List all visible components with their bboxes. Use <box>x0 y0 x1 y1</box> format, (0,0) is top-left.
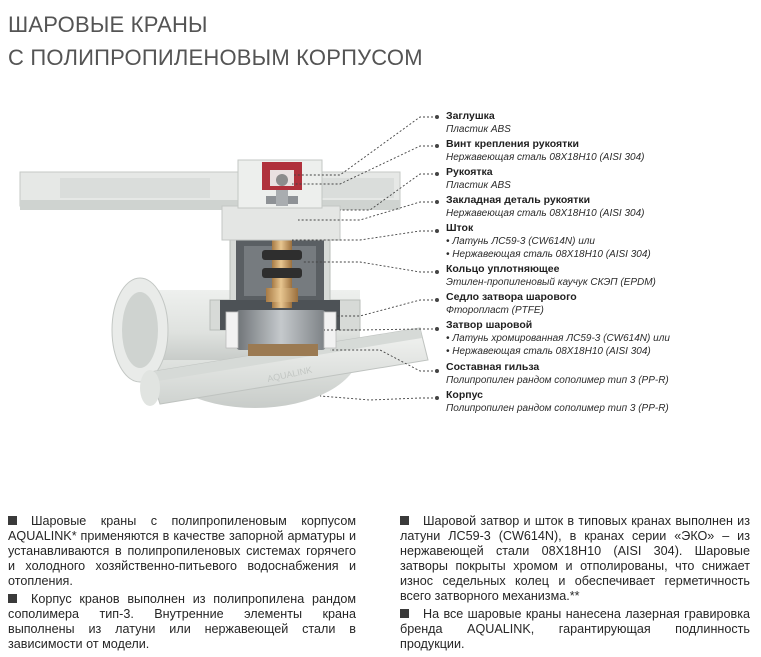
part-composite-sleeve: Составная гильза Полипропилен рандом сополимер тип 3 (PP-R) <box>446 361 669 386</box>
cap <box>262 162 302 190</box>
part-handle: Рукоятка Пластик ABS <box>446 166 511 191</box>
body-text-left <box>8 514 356 655</box>
page-title <box>8 8 423 74</box>
paragraph: Шаровые краны с полипропиленовым корпусом AQUALINK* применяются в качестве запорной арматуры и устанавливаются в полипропиленовых системах горячего и холодного хозяйственно-питьевого водоснабжения и отопления. <box>8 514 356 588</box>
paragraph: Корпус кранов выполнен из полипропилена рандом сополимера тип-3. Внутренние элементы крана выполнены из латуни или нержавеющей стали в зависимости от модели. <box>8 592 356 651</box>
paragraph: Шаровой затвор и шток в типовых кранах выполнен из латуни ЛС59-3 (CW614N), в кранах серии «ЭКО» – из нержавеющей стали 08Х18Н10 (AISI 304). Шаровые затворы покрыты хромом и отполированы, что снижает износ седельных колец и обеспечивает герметичность всего затворного механизма.** <box>400 514 750 603</box>
square-bullet-icon <box>400 609 409 618</box>
part-body: Корпус Полипропилен рандом сополимер тип 3 (PP-R) <box>446 389 669 414</box>
ball-valve-cutaway-illustration <box>0 100 440 430</box>
square-bullet-icon <box>400 516 409 525</box>
body-text-right <box>400 514 750 655</box>
square-bullet-icon <box>8 516 17 525</box>
paragraph: На все шаровые краны нанесена лазерная гравировка бренда AQUALINK, гарантирующая подлинность продукции. <box>400 607 750 651</box>
part-ball: Затвор шаровой • Латунь хромированная ЛС59-3 (CW614N) или • Нержавеющая сталь 08Х18Н10 (AISI 304) <box>446 319 670 357</box>
part-stem: Шток • Латунь ЛС59-3 (CW614N) или • Нержавеющая сталь 08Х18Н10 (AISI 304) <box>446 222 651 260</box>
title-line-2: С ПОЛИПРОПИЛЕНОВЫМ КОРПУСОМ <box>8 45 423 70</box>
handle <box>20 160 400 240</box>
ball-and-seat <box>226 310 336 356</box>
part-cap: Заглушка Пластик ABS <box>446 110 511 135</box>
part-handle-insert: Закладная деталь рукоятки Нержавеющая сталь 08Х18Н10 (AISI 304) <box>446 194 645 219</box>
title-line-1: ШАРОВЫЕ КРАНЫ <box>8 12 208 37</box>
part-handle-screw: Винт крепления рукоятки Нержавеющая сталь 08Х18Н10 (AISI 304) <box>446 138 645 163</box>
brand-engraving: AQUALINK <box>266 364 313 384</box>
part-sealing-ring: Кольцо уплотняющее Этилен-пропиленовый каучук СКЭП (EPDM) <box>446 263 656 288</box>
part-ball-seat: Седло затвора шарового Фторопласт (PTFE) <box>446 291 577 316</box>
square-bullet-icon <box>8 594 17 603</box>
